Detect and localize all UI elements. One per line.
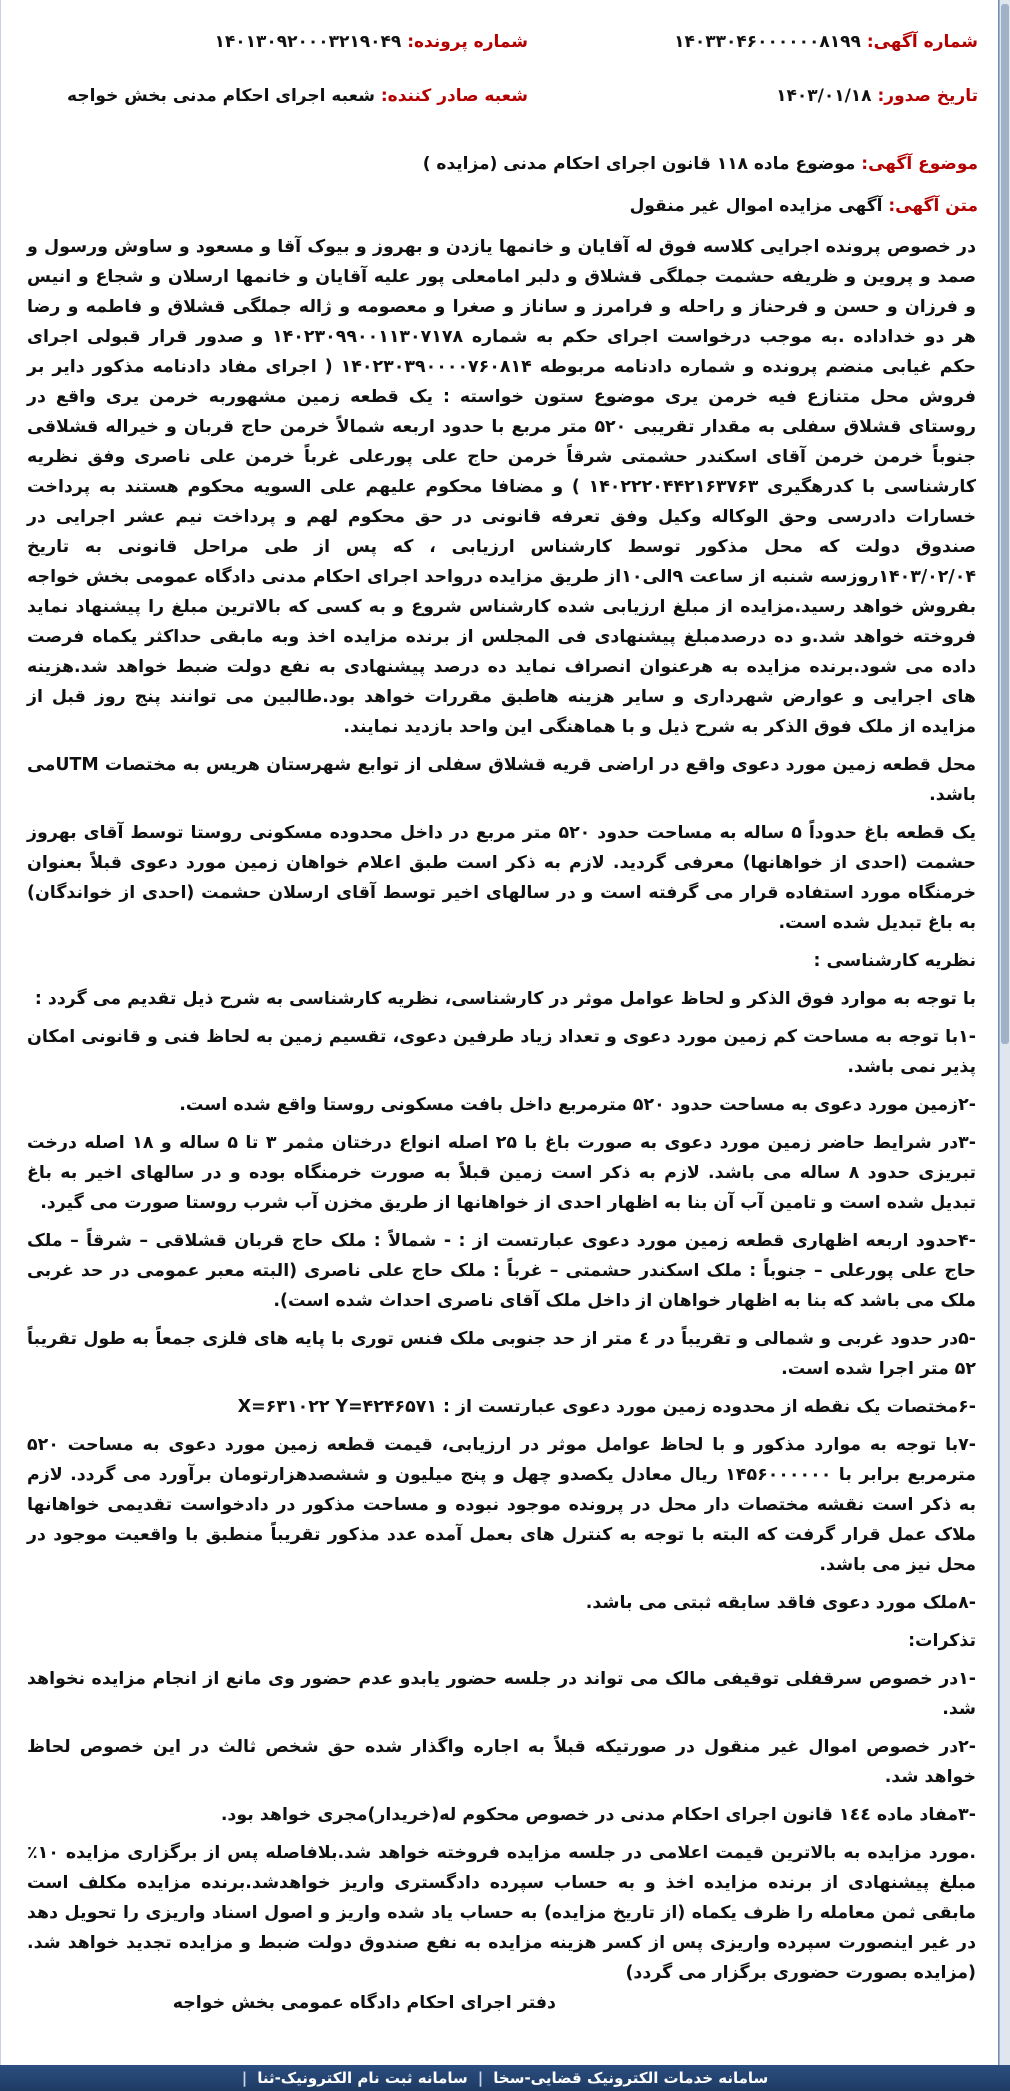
notice-text-label: متن آگهی: xyxy=(888,196,978,216)
list-item: -۵در حدود غربی و شمالی و تقریباً در ٤ متر از حد جنوبی ملک فنس توری با پایه های فلزی جمعاً به طول تقریباً ۵۲ متر اجرا شده است. xyxy=(27,1329,976,1379)
list-item: -۷با توجه به موارد مذکور و با لحاظ عوامل موثر در ارزیابی، قیمت قطعه زمین مورد دعوی به مساحت ۵۲۰ مترمربع برابر با ۱۴۵۶۰۰۰۰۰۰ ریال معادل یکصدو چهل و پنج میلیون و ششصدهزارتومان برآورد می گردد. لازم به ذکر است نقشه مختصات دار محل در پرونده موجود نبوده و مساحت مذکور در دادخواست تقدیمی خواهانها ملاک عمل قرار گرفت که البته با توجه به کنترل های بعمل آمده عدد مذکور تقریباً منطبق با واقعیت موجود در محل نیز می باشد. xyxy=(27,1435,977,1575)
list-item: -۸ملک مورد دعوی فاقد سابقه ثبتی می باشد. xyxy=(585,1593,976,1613)
body-paragraph: یک قطعه باغ حدوداً ۵ ساله به مساحت حدود ۵۲۰ متر مربع در داخل محدوده مسکونی روستا توسط آقای بهروز حشمت (احدی از خواهانها) معرفی گردید. لازم به ذکر است طبق اعلام خواهان زمین مورد دعوی قبلاً بعنوان خرمنگاه مورد استفاده قرار می گرفته است و در سالهای اخیر توسط آقای ارسلان حشمت (احدی از خواندگان) به باغ تبدیل شده است. xyxy=(27,823,976,933)
vertical-scrollbar[interactable] xyxy=(999,0,1010,2065)
body-paragraph: محل قطعه زمین مورد دعوی واقع در اراضی قریه قشلاق سفلی از توابع شهرستان هریس به مختصات UTMمی باشد. xyxy=(27,755,976,805)
notice-body xyxy=(27,232,976,2026)
list-item: -۳در شرایط حاضر زمین مورد دعوی به صورت باغ با ۲۵ اصله انواع درختان مثمر ۳ تا ۵ ساله و ۱۸ اصله درخت تبریزی حدود ۸ ساله می باشد. لازم به ذکر است زمین قبلاً به صورت خرمنگاه بوده و در سالهای اخیر به باغ تبدیل شده است و تامین آب آن بنا به اظهار احدی از خواهانها از طریق مخزن آب شرب روستا صورت می گیرد. xyxy=(27,1133,977,1213)
issue-date-value: ۱۴۰۳/۰۱/۱۸ xyxy=(776,86,872,106)
list-item: -۲زمین مورد دعوی به مساحت حدود ۵۲۰ مترمربع داخل بافت مسکونی روستا واقع شده است. xyxy=(179,1095,976,1115)
body-paragraph: در خصوص پرونده اجرایی کلاسه فوق له آقایان و خانمها یازدن و بهروز و بیوک آقا و مسعود و ساوش ورسول و صمد و پروین و ظریفه حشمت جملگی قشلاق و دلبر امامعلی پور علیه آقایان و خانمها ارسلان و شجاع و انیس و فرزان و حسن و فرحناز و راحله و فرامرز و ساناز و صغرا و معصومه و ژاله جملگی قشلاق و فاطمه و رضا هر دو خداداده .به موجب درخواست اجرای حکم به شماره ۱۴۰۲۳۰۹۹۰۰۱۱۳۰۷۱۷۸ و صدور قرار قبولی اجرای حکم غیابی منضم پرونده و شماره دادنامه مربوطه ۱۴۰۲۳۰۳۹۰۰۰۰۷۶۰۸۱۴ ( اجرای مفاد دادنامه مذکور دایر بر فروش محل متنازع فیه خرمن یری موضوع ستون خواسته : یک قطعه زمین مشهوربه خرمن یری واقع در روستای قشلاق سفلی به مقدار تقریبی ۵۲۰ متر مربع با حدود اربعه شمالاً خرمن حاج قربان و خیراله قشلاقی جنوباً خرمن خرمن آقای اسکندر حشمتی شرقاً خرمن حاج علی پورعلی غرباً خرمن علی ناصری وفق نظریه کارشناسی با کدرهگیری ۱۴۰۲۲۲۰۴۴۲۱۶۳۷۶۳ ) و مضافا محکوم علیهم علی السویه محکوم هستند به پرداخت خسارات دادرسی وحق الوکاله وکیل وفق تعرفه قانونی در حق محکوم لهم و پرداخت نیم عشر اجرایی در صندوق دولت که محل مذکور توسط کارشناس ارزیابی ، که پس از طی مراحل قانونی به تاریخ ۱۴۰۳/۰۲/۰۴روزسه شنبه از ساعت ۹الی۱۰از طریق مزایده درواحد اجرای احکام مدنی دادگاه عمومی بخش خواجه بفروش خواهد رسید.مزایده از مبلغ ارزیابی شده کارشناس شروع و به کسی که بالاترین مبلغ را پیشنهاد نماید فروخته خواهد شد.و ده درصدمبلغ پیشنهادی فی المجلس از برنده مزایده اخذ وبه مابقی حداکثر یکماه فرصت داده می شود.برنده مزایده به هرعنوان انصراف نماید ده درصد پیشنهادی به نفع دولت ضبط خواهد شد.هزینه های اجرایی و عوارض شهرداری و سایر هزینه هاطبق مقررات خواهد بود.طالبین می توانند پنج روز قبل از مزایده از ملک فوق الذکر به شرح ذیل و با هماهنگی این واحد بازدید نمایند. xyxy=(27,237,977,737)
section-heading: نظریه کارشناسی : xyxy=(813,951,976,971)
footer-link-sakha[interactable]: سامانه خدمات الکترونیک قضایی-سخا xyxy=(493,2069,769,2087)
issuer xyxy=(67,86,528,106)
body-paragraph: .مورد مزایده به بالاترین قیمت اعلامی در جلسه مزایده فروخته خواهد شد.بلافاصله پس از برگزاری مزایده ۱۰٪ مبلغ پیشنهادی از برنده مزایده اخذ و به حساب سپرده دادگستری واریز خواهدشد.برنده مزایده مکلف است مابقی ثمن معامله را ظرف یکماه (از تاریخ مزایده) به حساب یاد شده واریز و اصول اسناد واریزی را تحویل دهد در غیر اینصورت سپرده واریزی پس از کسر هزینه مزایده به نفع صندوق دولت ضبط و مزایده تجدید خواهد شد.(مزایده بصورت حضوری برگزار می گردد) xyxy=(27,1843,976,1983)
list-item: -۱در خصوص سرقفلی توقیفی مالک می تواند در جلسه حضور یابدو عدم حضور وی مانع از انجام مزایده نخواهد شد. xyxy=(27,1669,976,1719)
footer-bar xyxy=(0,2065,1010,2091)
signature: دفتر اجرای احکام دادگاه عمومی بخش خواجه xyxy=(172,1993,556,2013)
list-item: -۲در خصوص اموال غیر منقول در صورتیکه قبلاً به اجاره واگذار شده حق شخص ثالث در این خصوص لحاظ خواهد شد. xyxy=(27,1737,976,1787)
subject xyxy=(423,154,978,174)
footer-separator: | xyxy=(477,2069,484,2087)
footer-separator: | xyxy=(241,2069,248,2087)
issue-date-label: تاریخ صدور: xyxy=(877,86,978,106)
list-item: -۱با توجه به مساحت کم زمین مورد دعوی و تعداد زیاد طرفین دعوی، تقسیم زمین به لحاظ فنی و قانونی امکان پذیر نمی باشد. xyxy=(27,1027,976,1077)
case-number-value: ۱۴۰۱۳۰۹۲۰۰۰۳۲۱۹۰۴۹ xyxy=(214,32,402,52)
list-item: -۴حدود اربعه اظهاری قطعه زمین مورد دعوی عبارتست از : - شمالاً : ملک حاج قربان قشلاقی – شرقاً – ملک حاج علی پورعلی – جنوباً : ملک اسکندر حشمتی – غرباً : ملک حاج علی ناصری (البته معبر عمومی در حد غربی ملک می باشد که بنا به اظهار خواهان از داخل ملک آقای ناصری احداث شده است). xyxy=(27,1231,976,1311)
case-number-label: شماره پرونده: xyxy=(407,32,528,52)
issuer-value: شعبه اجرای احکام مدنی بخش خواجه xyxy=(67,86,375,106)
subject-value: موضوع ماده ۱۱۸ قانون اجرای احکام مدنی (مزایده ) xyxy=(422,154,856,174)
issuer-label: شعبه صادر کننده: xyxy=(380,86,528,106)
footer-link-sana[interactable]: سامانه ثبت نام الکترونیک-ثنا xyxy=(257,2069,468,2087)
ad-number-label: شماره آگهی: xyxy=(866,32,978,52)
scrollbar-thumb[interactable] xyxy=(1001,4,1009,1044)
ad-number xyxy=(674,32,978,52)
ad-number-value: ۱۴۰۳۳۰۴۶۰۰۰۰۰۰۸۱۹۹ xyxy=(674,32,861,52)
case-number xyxy=(214,32,528,52)
section-heading: تذکرات: xyxy=(908,1631,976,1651)
list-item: -۳مفاد ماده ۱٤٤ قانون اجرای احکام مدنی در خصوص محکوم له(خریدار)مجری خواهد بود. xyxy=(220,1805,976,1825)
issue-date xyxy=(776,86,978,106)
list-item: -۶مختصات یک نقطه از محدوده زمین مورد دعوی عبارتست از : X=۶۳۱۰۲۲ Y=۴۲۴۶۵۷۱ xyxy=(237,1397,976,1417)
notice-text-title xyxy=(630,196,978,216)
subject-label: موضوع آگهی: xyxy=(861,154,978,174)
notice-text-value: آگهی مزایده اموال غیر منقول xyxy=(629,196,883,216)
body-paragraph: با توجه به موارد فوق الذکر و لحاظ عوامل موثر در کارشناسی، نظریه کارشناسی به شرح ذیل تقدیم می گردد : xyxy=(34,989,976,1009)
